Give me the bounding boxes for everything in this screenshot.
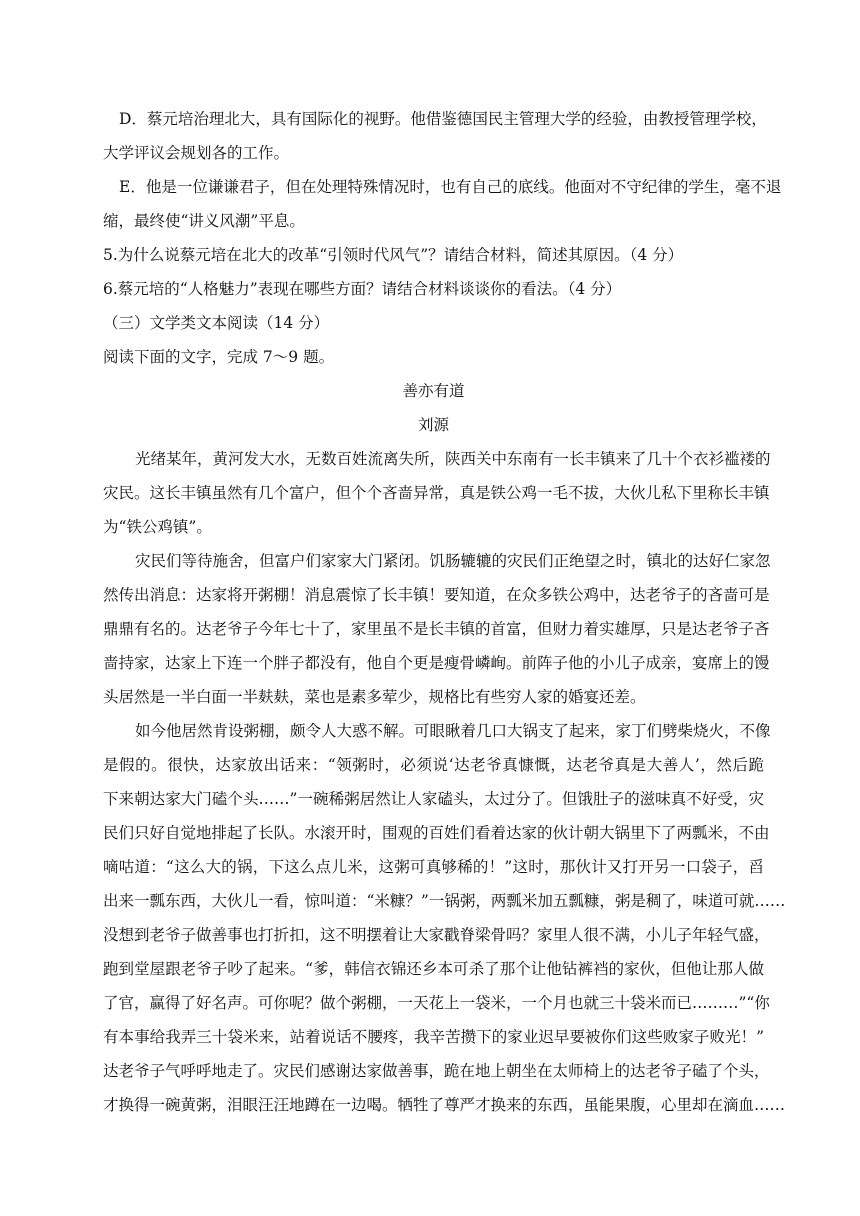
section-instruction: 阅读下面的文字，完成 7～9 题。 (103, 348, 335, 366)
story-line: 灾民。这长丰镇虽然有几个富户，但个个吝啬异常，真是铁公鸡一毛不拔，大伙儿私下里称长丰镇 (103, 484, 770, 502)
question-5: 5.为什么说蔡元培在北大的改革“引领时代风气”？请结合材料，简述其原因。（4 分） (103, 246, 684, 264)
question-6: 6.蔡元培的“人格魅力”表现在哪些方面？请结合材料谈谈你的看法。（4 分） (103, 280, 622, 298)
story-line: 如今他居然肯设粥棚，颇令人大惑不解。可眼瞅着几口大锅支了起来，家丁们劈柴烧火，不像 (135, 722, 771, 740)
story-line: 啬持家，达家上下连一个胖子都没有，他自个更是瘦骨嶙峋。前阵子他的小儿子成亲，宴席上的馒 (103, 654, 770, 672)
option-d-line-2: 大学评议会规划各的工作。 (103, 144, 290, 162)
story-line: 有本事给我弄三十袋米来，站着说话不腰疼，我辛苦攒下的家业迟早要被你们这些败家子败光！” (103, 1028, 764, 1046)
option-e-line-1: E．他是一位谦谦君子，但在处理特殊情况时，也有自己的底线。他面对不守纪律的学生，毫不退 (119, 178, 782, 196)
section-heading: （三）文学类文本阅读（14 分） (103, 314, 330, 332)
story-line: 出来一瓢东西，大伙儿一看，惊叫道：“米糠？”一锅粥，两瓢米加五瓢糠，粥是稠了，味道可就…… (103, 892, 786, 910)
story-line: 下来朝达家大门磕个头……”一碗稀粥居然让人家磕头，太过分了。但饿肚子的滋味真不好受，灾 (103, 790, 764, 808)
story-line: 才换得一碗黄粥，泪眼汪汪地蹲在一边喝。牺牲了尊严才换来的东西，虽能果腹，心里却在滴血…… (103, 1096, 786, 1114)
story-title: 善亦有道 (402, 382, 465, 400)
option-e-line-2: 缩，最终使“讲义风潮”平息。 (103, 212, 305, 230)
story-line: 灾民们等待施舍，但富户们家家大门紧闭。饥肠辘辘的灾民们正绝望之时，镇北的达好仁家忽 (135, 552, 771, 570)
story-line: 达老爷子气呼呼地走了。灾民们感谢达家做善事，跪在地上朝坐在太师椅上的达老爷子磕了个头， (103, 1062, 770, 1080)
option-d-line-1: D．蔡元培治理北大，具有国际化的视野。他借鉴德国民主管理大学的经验，由教授管理学校， (119, 110, 767, 128)
story-line: 然传出消息：达家将开粥棚！消息震惊了长丰镇！要知道，在众多铁公鸡中，达老爷子的吝啬可是 (103, 586, 770, 604)
story-line: 是假的。很快，达家放出话来：“领粥时，必须说‘达老爷真慷慨，达老爷真是大善人’，然后跪 (103, 756, 764, 774)
story-line: 头居然是一半白面一半麸麸，菜也是素多荤少，规格比有些穷人家的婚宴还差。 (103, 688, 646, 706)
story-line: 鼎鼎有名的。达老爷子今年七十了，家里虽不是长丰镇的首富，但财力着实雄厚，只是达老爷子吝 (103, 620, 770, 638)
story-line: 光绪某年，黄河发大水，无数百姓流离失所，陕西关中东南有一长丰镇来了几十个衣衫褴褛的 (135, 450, 771, 468)
story-line: 嘀咕道：“这么大的锅，下这么点儿米，这粥可真够稀的！”这时，那伙计又打开另一口袋子，舀 (103, 858, 764, 876)
story-line: 跑到堂屋跟老爷子吵了起来。“爹，韩信衣锦还乡本可杀了那个让他钻裤裆的家伙，但他让那人做 (103, 960, 764, 978)
story-line: 为“铁公鸡镇”。 (103, 518, 212, 536)
story-author: 刘源 (417, 416, 449, 434)
story-line: 民们只好自觉地排起了长队。水滚开时，围观的百姓们看着达家的伙计朝大锅里下了两瓢米，不由 (103, 824, 770, 842)
story-line: 了官，赢得了好名声。可你呢？做个粥棚，一天花上一袋米，一个月也就三十袋米而已………”“你 (103, 994, 770, 1012)
story-line: 没想到老爷子做善事也打折扣，这不明摆着让大家戳脊梁骨吗？家里人很不满，小儿子年轻气盛， (103, 926, 770, 944)
